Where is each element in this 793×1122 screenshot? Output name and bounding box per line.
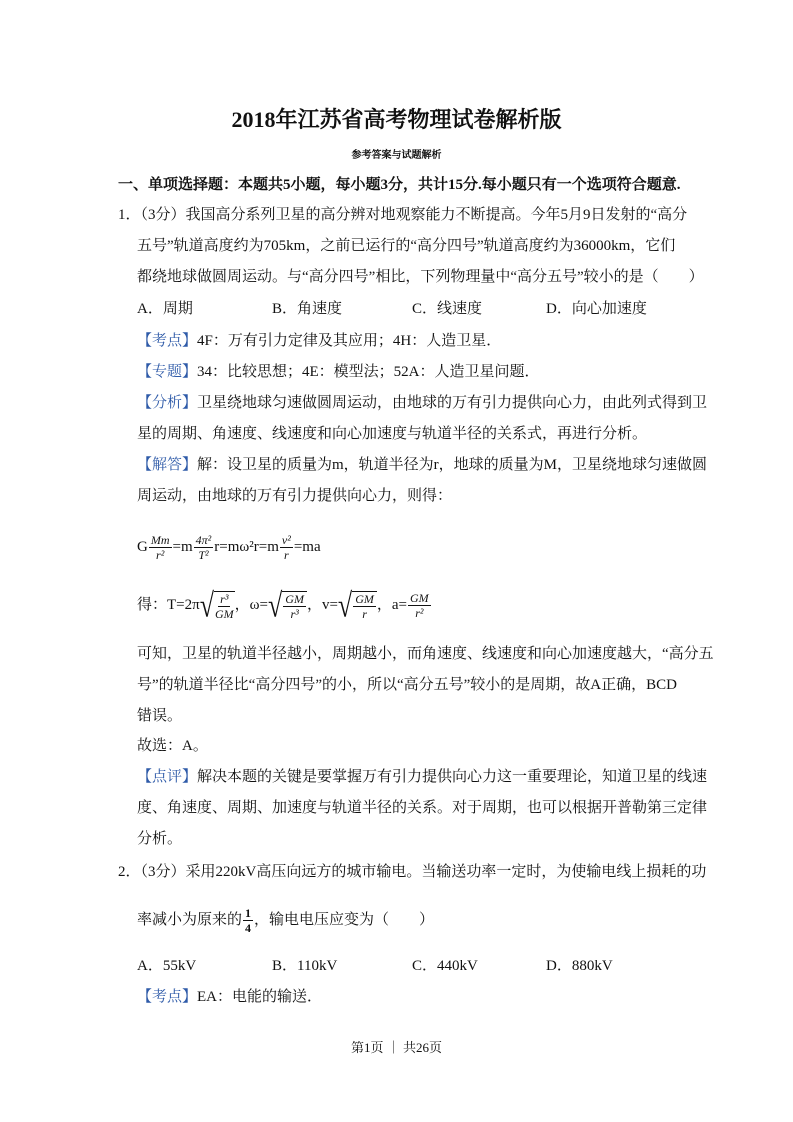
num: r³ [220, 591, 229, 606]
den: r³ [290, 606, 299, 621]
den: r² [415, 606, 424, 621]
f: 得：T=2π [137, 597, 200, 613]
f: ，a= [376, 597, 407, 613]
q1-option-b: B．角速度 [272, 301, 343, 317]
num: Mm [150, 533, 170, 548]
f: =m [172, 539, 193, 555]
sqrt: √ $\frac{GM}{r}$ [338, 591, 377, 621]
tag: 【分析】 [137, 395, 198, 411]
conclusion-line: 号”的轨道半径比“高分四号”的小，所以“高分五号”较小的是周期，故A正确，BCD [137, 677, 677, 693]
q2-line: 2．（3分）采用220kV高压向远方的城市输电。当输送功率一定时，为使输电线上损耗的功 [118, 864, 707, 880]
num: 1 [245, 906, 252, 921]
num: GM [355, 591, 374, 606]
formula-1 [137, 530, 321, 564]
q2-kaodian [137, 987, 322, 1007]
fraction [243, 906, 253, 935]
fenxi-line: 星的周期、角速度、线速度和向心加速度与轨道半径的关系式，再进行分析。 [137, 426, 648, 442]
fenxi-text: 卫星绕地球匀速做圆周运动，由地球的万有引力提供向心力，由此列式得到卫 [197, 395, 708, 411]
tag: 【解答】 [137, 457, 198, 473]
den: 4 [245, 921, 252, 936]
f: G [137, 539, 148, 555]
q2-line [137, 900, 434, 940]
zhuanti-text: 34：比较思想；4E：模型法；52A：人造卫星问题． [197, 364, 540, 380]
dianping-line: 分析。 [137, 831, 183, 847]
fenxi [137, 393, 707, 413]
den: r [362, 606, 367, 621]
fraction [149, 533, 172, 562]
q1-line: 都绕地球做圆周运动。与“高分四号”相比，下列物理量中“高分五号”较小的是（ ） [137, 269, 704, 285]
tag: 【考点】 [137, 989, 198, 1005]
kaodian-text: EA：电能的输送． [197, 989, 323, 1005]
fraction [280, 533, 293, 562]
f: ，ω= [234, 597, 268, 613]
kaodian-text: 4F：万有引力定律及其应用；4H：人造卫星． [197, 333, 502, 349]
num: GM [285, 591, 304, 606]
den: T² [198, 548, 209, 563]
formula-2 [137, 588, 432, 622]
page-footer: 第1页 ｜ 共26页 [350, 1040, 442, 1055]
q2-option-c: C．440kV [412, 958, 478, 974]
sqrt: √ $\frac{GM}{\text{r³}}$ [268, 591, 307, 621]
f: r=mω²r=m [214, 539, 279, 555]
f: ，v= [306, 597, 338, 613]
q2-option-d: D．880kV [546, 958, 613, 974]
jieda-line: 周运动，由地球的万有引力提供向心力，则得： [137, 488, 453, 504]
subtitle: 参考答案与试题解析 [351, 150, 442, 161]
answer: 故选：A。 [137, 738, 208, 754]
t: ，输电电压应变为（ ） [254, 912, 435, 928]
fraction [408, 591, 431, 620]
conclusion-line: 可知，卫星的轨道半径越小，周期越小，而角速度、线速度和向心加速度越大，“高分五 [137, 646, 714, 662]
den: GM [214, 606, 234, 621]
dianping-text: 解决本题的关键是要掌握万有引力提供向心力这一重要理论，知道卫星的线速 [197, 769, 708, 785]
dianping [137, 767, 707, 787]
q2-option-a: A．55kV [137, 958, 197, 974]
q1-option-c: C．线速度 [412, 301, 483, 317]
fraction [194, 533, 214, 562]
f: =ma [293, 539, 321, 555]
num: 4π² [195, 533, 212, 548]
num: GM [410, 591, 429, 606]
tag: 【点评】 [137, 769, 198, 785]
jieda [137, 455, 707, 475]
tag: 【考点】 [137, 333, 198, 349]
jieda-text: 解：设卫星的质量为m，轨道半径为r，地球的质量为M，卫星绕地球匀速做圆 [197, 457, 708, 473]
zhuanti [137, 362, 540, 382]
t: 率减小为原来的 [137, 912, 243, 928]
sqrt: √ $\frac{\text{r³}}{GM}$ [199, 586, 234, 624]
q2-option-b: B．110kV [272, 958, 338, 974]
conclusion-line: 错误。 [137, 708, 183, 724]
den: r² [156, 548, 165, 563]
q1-option-d: D．向心加速度 [546, 301, 647, 317]
section-heading: 一、单项选择题：本题共5小题，每小题3分，共计15分.每小题只有一个选项符合题意. [118, 177, 681, 193]
q1-line: 五号”轨道高度约为705km，之前已运行的“高分四号”轨道高度约为36000km，它们 [137, 238, 676, 254]
q1-line: 1．（3分）我国高分系列卫星的高分辨对地观察能力不断提高。今年5月9日发射的“高分 [118, 207, 688, 223]
tag: 【专题】 [137, 364, 198, 380]
page-title: 2018年江苏省高考物理试卷解析版 [231, 107, 562, 132]
num: v² [281, 533, 291, 548]
dianping-line: 度、角速度、周期、加速度与轨道半径的关系。对于周期，也可以根据开普勒第三定律 [137, 800, 708, 816]
q1-option-a: A．周期 [137, 301, 193, 317]
kaodian [137, 331, 501, 351]
den: r [284, 548, 289, 563]
